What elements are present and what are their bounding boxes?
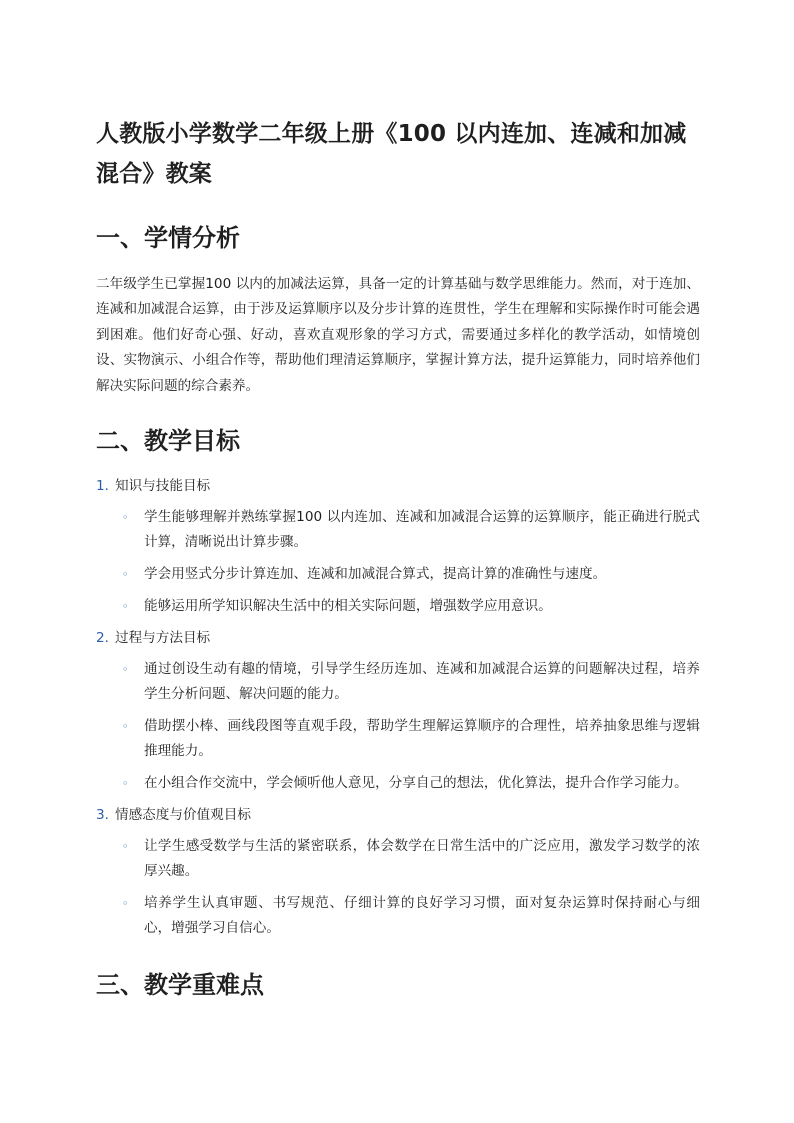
objective-heading [96,475,700,497]
hollow-circle-bullet-icon: ◦ [122,511,129,525]
hollow-circle-bullet-icon: ◦ [122,600,129,614]
objective-number: 1. [96,478,109,495]
objective-heading [96,627,700,649]
list-item-text: 学会用竖式分步计算连加、连减和加减混合算式，提高计算的准确性与速度。 [144,566,607,583]
list-item-text: 在小组合作交流中，学会倾听他人意见，分享自己的想法，优化算法，提升合作学习能力。 [144,775,688,792]
section-heading-teaching-objectives: 二、教学目标 [96,427,240,456]
learning-analysis-paragraph: 二年级学生已掌握100 以内的加减法运算，具备一定的计算基础与数学思维能力。然而，对于连加、连减和加减混合运算，由于涉及运算顺序以及分步计算的连贯性，学生在理解和实际操作时可能会遇到困难。他们好奇心强、好动，喜欢直观形象的学习方式，需要通过多样化的教学活动，如情境创设、实物演示、小组合作等，帮助他们理清运算顺序，掌握计算方法，提升运算能力，同时培养他们解决实际问题的综合素养。 [96,276,700,394]
list-item [96,657,700,707]
list-item-text: 借助摆小棒、画线段图等直观手段，帮助学生理解运算顺序的合理性，培养抽象思维与逻辑推理能力。 [144,718,700,760]
section-heading-key-difficult-points: 三、教学重难点 [96,971,264,1000]
objective-emotion-values [96,804,700,941]
list-item [96,594,700,619]
list-item-text: 学生能够理解并熟练掌握100 以内连加、连减和加减混合运算的运算顺序，能正确进行脱式计算，清晰说出计算步骤。 [144,509,700,551]
hollow-circle-bullet-icon: ◦ [122,777,129,791]
list-item-text: 培养学生认真审题、书写规范、仔细计算的良好学习习惯，面对复杂运算时保持耐心与细心，增强学习自信心。 [144,895,700,937]
list-item [96,562,700,587]
hollow-circle-bullet-icon: ◦ [122,840,129,854]
hollow-circle-bullet-icon: ◦ [122,568,129,582]
hollow-circle-bullet-icon: ◦ [122,720,129,734]
hollow-circle-bullet-icon: ◦ [122,897,129,911]
objective-label: 知识与技能目标 [115,478,211,495]
objective-list [96,475,700,941]
bullet-list [96,657,700,796]
list-item [96,771,700,796]
section-heading-learning-analysis: 一、学情分析 [96,224,240,252]
bullet-list [96,834,700,941]
list-item [96,505,700,555]
document-title: 人教版小学数学二年级上册《100 以内连加、连减和加减混合》教案 [96,121,687,187]
hollow-circle-bullet-icon: ◦ [122,663,129,677]
objective-process-methods [96,627,700,796]
objective-knowledge-skills [96,475,700,619]
list-item-text: 让学生感受数学与生活的紧密联系，体会数学在日常生活中的广泛应用，激发学习数学的浓厚兴趣。 [144,838,700,880]
list-item-text: 能够运用所学知识解决生活中的相关实际问题，增强数学应用意识。 [144,598,552,615]
objective-label: 过程与方法目标 [115,630,211,647]
bullet-list [96,505,700,619]
list-item [96,834,700,884]
objective-number: 2. [96,630,109,647]
objective-heading [96,804,700,826]
objective-label: 情感态度与价值观目标 [115,807,251,824]
list-item [96,891,700,941]
list-item [96,714,700,764]
objective-number: 3. [96,807,109,824]
list-item-text: 通过创设生动有趣的情境，引导学生经历连加、连减和加减混合运算的问题解决过程，培养学生分析问题、解决问题的能力。 [144,661,700,703]
document-page [96,114,700,1019]
